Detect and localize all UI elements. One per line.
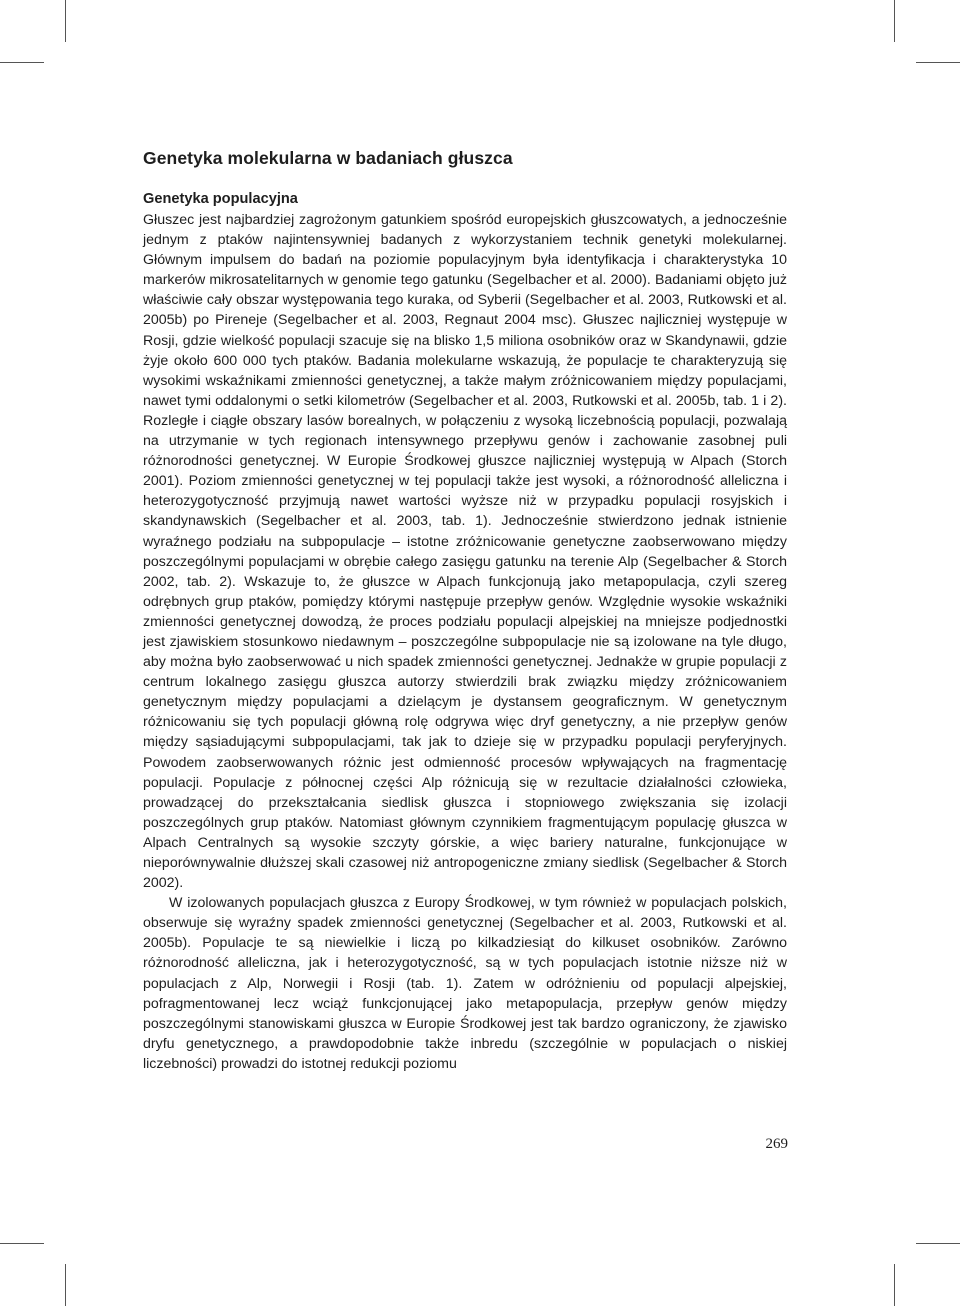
crop-mark [894, 1264, 895, 1306]
crop-mark [65, 0, 66, 42]
crop-mark [916, 1243, 960, 1244]
page-content [143, 147, 787, 1074]
crop-mark [0, 62, 44, 63]
crop-mark [916, 62, 960, 63]
chapter-title: Genetyka molekularna w badaniach głuszca [143, 148, 513, 168]
paragraph-1: Głuszec jest najbardziej zagrożonym gatunkiem spośród europejskich głuszcowatych, a jednocześnie jednym z ptaków najintensywniej badanych z wykorzystaniem technik genetyki molekularnej. Głównym impulsem do badań na poziomie populacyjnym była identyfikacja i charakterystyka 10 markerów mikrosatelitarnych w genomie tego gatunku (Segelbacher et al. 2000). Badaniami objęto już właściwie cały obszar występowania tego kuraka, od Syberii (Segelbacher et al. 2003, Rutkowski et al. 2005b) po Pireneje (Segelbacher et al. 2003, Regnaut 2004 msc). Głuszec najliczniej występuje w Rosji, gdzie wielkość populacji szacuje się na blisko 1,5 miliona osobników oraz w Skandynawii, gdzie żyje około 600 000 tych ptaków. Badania molekularne wskazują, że populacje te charakteryzują się wysokimi wskaźnikami zmienności genetycznej, a także małym zróżnicowaniem między populacjami, nawet tymi oddalonymi o setki kilometrów (Segelbacher et al. 2003, Rutkowski et al. 2005b, tab. 1 i 2). Rozległe i ciągłe obszary lasów borealnych, w połączeniu z wysoką liczebnością populacji, pozwalają na utrzymanie w tych regionach intensywnego przepływu genów i zachowanie zasobnej puli różnorodności genetycznej. W Europie Środkowej głuszce najliczniej występują w Alpach (Storch 2001). Poziom zmienności genetycznej w tej populacji także jest wysoki, a różnorodność alleliczna i heterozygotyczność przyjmują nawet wartości wyższe niż w przypadku populacji rosyjskich i skandynawskich (Segelbacher et al. 2003, tab. 1). Jednocześnie stwierdzono jednak istnienie wyraźnego podziału na subpopulacje – istotne zróżnicowanie genetyczne zaobserwowano między poszczególnymi populacjami w obrębie całego zasięgu gatunku na terenie Alp (Segelbacher & Storch 2002, tab. 2). Wskazuje to, że głuszce w Alpach funkcjonują jako metapopulacja, czyli szereg odrębnych grup ptaków, pomiędzy którymi następuje przepływ genów. Względnie wysokie wskaźniki zmienności genetycznej dowodzą, że proces podziału populacji alpejskiej na mniejsze podjednostki jest zjawiskiem stosunkowo niedawnym – poszczególne subpopulacje nie są izolowane na tyle długo, aby można było zaobserwować u nich spadek zmienności genetycznej. Jednakże w grupie populacji z centrum lokalnego zasięgu głuszca autorzy stwierdzili brak związku między zróżnicowaniem genetycznym między populacjami a dzielącym je dystansem geograficznym. W genetycznym różnicowaniu się tych populacji główną rolę odgrywa więc dryf genetyczny, a nie przepływ genów między sąsiadującymi subpopulacjami, tak jak to dzieje się w przypadku populacji peryferyjnych. Powodem zaobserwowanych różnic jest odmienność procesów wpływających na fragmentację populacji. Populacje z północnej części Alp różnicują się w rezultacie działalności człowieka, prowadzącej do przekształcania siedlisk głuszca i stopniowego zwiększania się izolacji poszczególnych grup ptaków. Natomiast głównym czynnikiem fragmentującym populację głuszca w Alpach Centralnych są wysokie szczyty górskie, a więc bariery naturalne, funkcjonujące w nieporównywalnie dłuższej skali czasowej niż antropogeniczne zmiany siedlisk (Segelbacher & Storch 2002). [143, 212, 787, 892]
paragraph-2: W izolowanych populacjach głuszca z Europy Środkowej, w tym również w populacjach polskich, obserwuje się wyraźny spadek zmienności genetycznej (Segelbacher et al. 2003, Rutkowski et al. 2005b). Populacje te są niewielkie i liczą po kilkadziesiąt do kilkuset osobników. Zarówno różnorodność alleliczna, jak i heterozygotyczność, są w tych populacjach istotnie niższe niż w populacjach z Alp, Norwegii i Rosji (tab. 1). Zatem w odróżnieniu od populacji alpejskiej, pofragmentowanej lecz wciąż funkcjonującej jako metapopulacja, przepływ genów między poszczególnymi stanowiskami głuszca w Europie Środkowej jest tak bardzo ograniczony, że zjawisko dryfu genetycznego, a prawdopodobnie także inbredu (szczególnie w populacjach o niskiej liczebności) prowadzi do istotnej redukcji poziomu [143, 895, 787, 1072]
page-number: 269 [765, 1136, 788, 1152]
crop-mark [0, 1243, 44, 1244]
crop-mark [894, 0, 895, 42]
section-title: Genetyka populacyjna [143, 191, 298, 207]
crop-mark [65, 1264, 66, 1306]
